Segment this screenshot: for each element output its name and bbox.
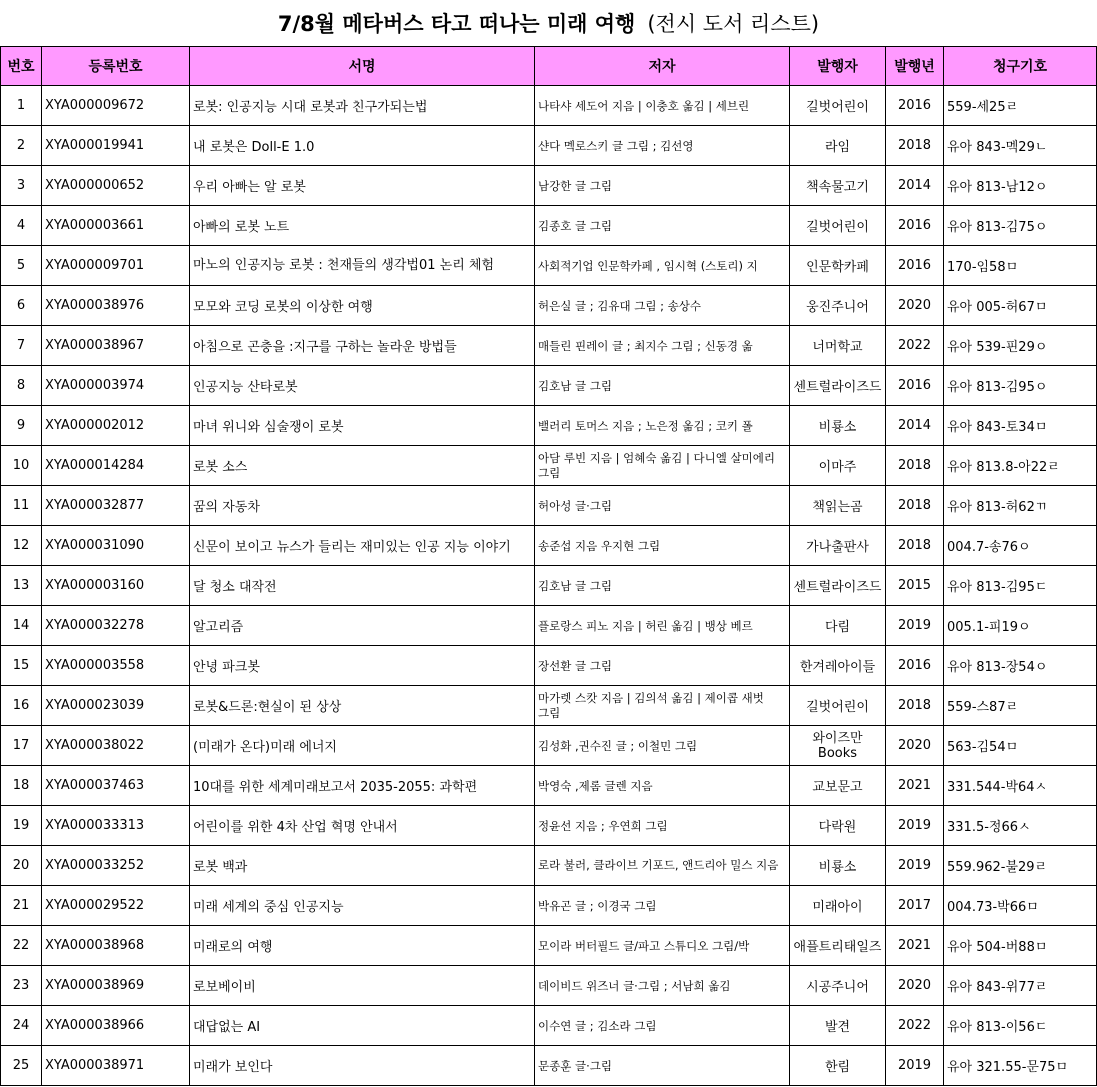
- cell-call-number: 유아 813-김95ㄷ: [944, 566, 1097, 606]
- cell-call-number: 563-김54ㅁ: [944, 726, 1097, 766]
- cell-author: 김성화 ,권수진 글 ; 이철민 그림: [535, 726, 790, 766]
- cell-author: 밸러리 토머스 지음 ; 노은정 옮김 ; 코키 폴: [535, 406, 790, 446]
- cell-author: 이수연 글 ; 김소라 그림: [535, 1006, 790, 1046]
- cell-registration: XYA000038967: [42, 326, 190, 366]
- cell-number: 3: [1, 166, 42, 206]
- cell-year: 2016: [886, 366, 944, 406]
- cell-author: 김종호 글 그림: [535, 206, 790, 246]
- cell-call-number: 유아 843-토34ㅁ: [944, 406, 1097, 446]
- cell-publisher: 책읽는곰: [790, 486, 886, 526]
- cell-title: 달 청소 대작전: [190, 566, 535, 606]
- cell-registration: XYA000032278: [42, 606, 190, 646]
- cell-author: 모이라 버터필드 글/파고 스튜디오 그림/박: [535, 926, 790, 966]
- cell-registration: XYA000032877: [42, 486, 190, 526]
- cell-year: 2021: [886, 926, 944, 966]
- cell-call-number: 유아 321.55-문75ㅁ: [944, 1046, 1097, 1086]
- cell-author: 매들린 핀레이 글 ; 최지수 그림 ; 신동경 옮: [535, 326, 790, 366]
- cell-call-number: 004.73-박66ㅁ: [944, 886, 1097, 926]
- cell-author: 남강한 글 그림: [535, 166, 790, 206]
- cell-registration: XYA000029522: [42, 886, 190, 926]
- cell-number: 12: [1, 526, 42, 566]
- cell-year: 2020: [886, 726, 944, 766]
- cell-number: 25: [1, 1046, 42, 1086]
- cell-title: 10대를 위한 세계미래보고서 2035-2055: 과학편: [190, 766, 535, 806]
- cell-year: 2019: [886, 606, 944, 646]
- cell-number: 24: [1, 1006, 42, 1046]
- cell-call-number: 170-임58ㅁ: [944, 246, 1097, 286]
- cell-number: 16: [1, 686, 42, 726]
- table-row: [1, 366, 1097, 406]
- cell-call-number: 331.5-정66ㅅ: [944, 806, 1097, 846]
- table-row: [1, 206, 1097, 246]
- table-row: [1, 1046, 1097, 1086]
- table-body: [1, 86, 1097, 1086]
- cell-year: 2018: [886, 486, 944, 526]
- header-row: [1, 47, 1097, 86]
- table-row: [1, 766, 1097, 806]
- cell-title: 대답없는 AI: [190, 1006, 535, 1046]
- cell-year: 2020: [886, 286, 944, 326]
- cell-year: 2018: [886, 686, 944, 726]
- table-row: [1, 566, 1097, 606]
- cell-author: 장선환 글 그림: [535, 646, 790, 686]
- cell-publisher: 이마주: [790, 446, 886, 486]
- col-header-year: 발행년: [886, 47, 944, 86]
- cell-registration: XYA000009701: [42, 246, 190, 286]
- cell-title: 모모와 코딩 로봇의 이상한 여행: [190, 286, 535, 326]
- col-header-author: 저자: [535, 47, 790, 86]
- table-row: [1, 966, 1097, 1006]
- cell-number: 18: [1, 766, 42, 806]
- cell-author: 김호남 글 그림: [535, 366, 790, 406]
- cell-publisher: 웅진주니어: [790, 286, 886, 326]
- table-row: [1, 726, 1097, 766]
- cell-author: 샨다 멕로스키 글 그림 ; 김선영: [535, 126, 790, 166]
- cell-publisher: 다림: [790, 606, 886, 646]
- cell-publisher: 시공주니어: [790, 966, 886, 1006]
- table-row: [1, 86, 1097, 126]
- cell-year: 2022: [886, 1006, 944, 1046]
- cell-title: 로봇 소스: [190, 446, 535, 486]
- cell-call-number: 559-스87ㄹ: [944, 686, 1097, 726]
- cell-registration: XYA000033313: [42, 806, 190, 846]
- cell-author: 송준섭 지음 우지현 그림: [535, 526, 790, 566]
- table-row: [1, 326, 1097, 366]
- cell-registration: XYA000038976: [42, 286, 190, 326]
- cell-title: 아침으로 곤충을 :지구를 구하는 놀라운 방법들: [190, 326, 535, 366]
- cell-author: 허아성 글·그림: [535, 486, 790, 526]
- table-row: [1, 646, 1097, 686]
- cell-number: 21: [1, 886, 42, 926]
- title-subtitle: (전시 도서 리스트): [647, 12, 820, 36]
- cell-year: 2018: [886, 526, 944, 566]
- table-row: [1, 886, 1097, 926]
- cell-number: 14: [1, 606, 42, 646]
- cell-publisher: 길벗어린이: [790, 686, 886, 726]
- table-row: [1, 606, 1097, 646]
- cell-author: 박유곤 글 ; 이경국 그림: [535, 886, 790, 926]
- cell-author: 사회적기업 인문학카페 , 임시혁 (스토리) 지: [535, 246, 790, 286]
- table-row: [1, 126, 1097, 166]
- cell-registration: XYA000002012: [42, 406, 190, 446]
- cell-call-number: 005.1-피19ㅇ: [944, 606, 1097, 646]
- title-main: 7/8월 메타버스 타고 떠나는 미래 여행: [277, 12, 636, 36]
- page-title: [0, 0, 1097, 46]
- table-row: [1, 246, 1097, 286]
- cell-year: 2017: [886, 886, 944, 926]
- cell-registration: XYA000003974: [42, 366, 190, 406]
- cell-number: 6: [1, 286, 42, 326]
- cell-call-number: 유아 843-위77ㄹ: [944, 966, 1097, 1006]
- cell-call-number: 유아 813-장54ㅇ: [944, 646, 1097, 686]
- cell-call-number: 유아 813.8-아22ㄹ: [944, 446, 1097, 486]
- cell-title: 로보베이비: [190, 966, 535, 1006]
- cell-number: 11: [1, 486, 42, 526]
- cell-number: 8: [1, 366, 42, 406]
- cell-title: 아빠의 로봇 노트: [190, 206, 535, 246]
- cell-year: 2016: [886, 86, 944, 126]
- cell-publisher: 비룡소: [790, 846, 886, 886]
- cell-number: 19: [1, 806, 42, 846]
- cell-registration: XYA000000652: [42, 166, 190, 206]
- cell-title: 로봇&드론:현실이 된 상상: [190, 686, 535, 726]
- cell-registration: XYA000038968: [42, 926, 190, 966]
- cell-registration: XYA000014284: [42, 446, 190, 486]
- cell-year: 2016: [886, 206, 944, 246]
- cell-author: 마가렛 스캇 지음 | 김의석 옮김 | 제이콥 새벗 그림: [535, 686, 790, 726]
- cell-registration: XYA000003558: [42, 646, 190, 686]
- cell-year: 2014: [886, 406, 944, 446]
- cell-year: 2016: [886, 646, 944, 686]
- cell-publisher: 라임: [790, 126, 886, 166]
- cell-call-number: 유아 813-허62ㄲ: [944, 486, 1097, 526]
- cell-publisher: 한겨레아이들: [790, 646, 886, 686]
- cell-author: 문종훈 글·그림: [535, 1046, 790, 1086]
- table-row: [1, 686, 1097, 726]
- cell-call-number: 유아 843-멕29ㄴ: [944, 126, 1097, 166]
- cell-registration: XYA000038966: [42, 1006, 190, 1046]
- cell-publisher: 한림: [790, 1046, 886, 1086]
- col-header-call-number: 청구기호: [944, 47, 1097, 86]
- cell-registration: XYA000031090: [42, 526, 190, 566]
- table-row: [1, 446, 1097, 486]
- cell-title: 어린이를 위한 4차 산업 혁명 안내서: [190, 806, 535, 846]
- table-row: [1, 486, 1097, 526]
- cell-title: 안녕 파크봇: [190, 646, 535, 686]
- cell-registration: XYA000033252: [42, 846, 190, 886]
- cell-number: 23: [1, 966, 42, 1006]
- table-row: [1, 406, 1097, 446]
- cell-number: 5: [1, 246, 42, 286]
- cell-number: 13: [1, 566, 42, 606]
- cell-year: 2019: [886, 846, 944, 886]
- cell-registration: XYA000003160: [42, 566, 190, 606]
- cell-publisher: 길벗어린이: [790, 86, 886, 126]
- cell-publisher: 다락원: [790, 806, 886, 846]
- cell-publisher: 교보문고: [790, 766, 886, 806]
- cell-publisher: 가나출판사: [790, 526, 886, 566]
- cell-call-number: 유아 813-이56ㄷ: [944, 1006, 1097, 1046]
- cell-author: 박영숙 ,제롬 글렌 지음: [535, 766, 790, 806]
- cell-registration: XYA000019941: [42, 126, 190, 166]
- col-header-publisher: 발행자: [790, 47, 886, 86]
- cell-call-number: 유아 813-김95ㅇ: [944, 366, 1097, 406]
- cell-publisher: 미래아이: [790, 886, 886, 926]
- cell-number: 2: [1, 126, 42, 166]
- cell-number: 20: [1, 846, 42, 886]
- cell-call-number: 559.962-불29ㄹ: [944, 846, 1097, 886]
- cell-author: 김호남 글 그림: [535, 566, 790, 606]
- cell-year: 2016: [886, 246, 944, 286]
- cell-number: 4: [1, 206, 42, 246]
- col-header-title: 서명: [190, 47, 535, 86]
- cell-year: 2019: [886, 1046, 944, 1086]
- cell-author: 데이비드 위즈너 글·그림 ; 서남희 옮김: [535, 966, 790, 1006]
- cell-call-number: 559-세25ㄹ: [944, 86, 1097, 126]
- cell-publisher: 센트럴라이즈드: [790, 366, 886, 406]
- cell-publisher: 센트럴라이즈드: [790, 566, 886, 606]
- cell-call-number: 유아 005-허67ㅁ: [944, 286, 1097, 326]
- cell-call-number: 004.7-송76ㅇ: [944, 526, 1097, 566]
- table-row: [1, 926, 1097, 966]
- col-header-number: 번호: [1, 47, 42, 86]
- cell-publisher: 길벗어린이: [790, 206, 886, 246]
- cell-publisher: 애플트리태일즈: [790, 926, 886, 966]
- cell-author: 정윤선 지음 ; 우연희 그림: [535, 806, 790, 846]
- table-row: [1, 526, 1097, 566]
- cell-call-number: 유아 813-남12ㅇ: [944, 166, 1097, 206]
- cell-title: 마녀 위니와 심술쟁이 로봇: [190, 406, 535, 446]
- cell-publisher: 책속물고기: [790, 166, 886, 206]
- cell-title: 로봇 백과: [190, 846, 535, 886]
- cell-call-number: 유아 504-버88ㅁ: [944, 926, 1097, 966]
- table-row: [1, 286, 1097, 326]
- cell-year: 2014: [886, 166, 944, 206]
- cell-year: 2015: [886, 566, 944, 606]
- cell-number: 10: [1, 446, 42, 486]
- cell-title: 내 로봇은 Doll-E 1.0: [190, 126, 535, 166]
- cell-number: 9: [1, 406, 42, 446]
- cell-author: 로라 불러, 클라이브 기포드, 앤드리아 밀스 지음: [535, 846, 790, 886]
- table-row: [1, 1006, 1097, 1046]
- table-row: [1, 166, 1097, 206]
- cell-year: 2018: [886, 126, 944, 166]
- cell-title: 인공지능 산타로봇: [190, 366, 535, 406]
- cell-registration: XYA000038969: [42, 966, 190, 1006]
- cell-number: 7: [1, 326, 42, 366]
- table-row: [1, 846, 1097, 886]
- cell-author: 플로랑스 피노 지음 | 허린 옮김 | 뱅상 베르: [535, 606, 790, 646]
- col-header-registration: 등록번호: [42, 47, 190, 86]
- cell-title: 미래가 보인다: [190, 1046, 535, 1086]
- cell-registration: XYA000009672: [42, 86, 190, 126]
- cell-publisher: 너머학교: [790, 326, 886, 366]
- cell-year: 2022: [886, 326, 944, 366]
- cell-author: 허은실 글 ; 김유대 그림 ; 송상수: [535, 286, 790, 326]
- cell-title: 미래로의 여행: [190, 926, 535, 966]
- cell-title: 신문이 보이고 뉴스가 들리는 재미있는 인공 지능 이야기: [190, 526, 535, 566]
- cell-registration: XYA000038971: [42, 1046, 190, 1086]
- cell-title: 꿈의 자동차: [190, 486, 535, 526]
- cell-author: 나타샤 세도어 지음 | 이충호 옮김 | 세브린: [535, 86, 790, 126]
- cell-title: 미래 세계의 중심 인공지능: [190, 886, 535, 926]
- cell-registration: XYA000003661: [42, 206, 190, 246]
- cell-year: 2021: [886, 766, 944, 806]
- cell-registration: XYA000037463: [42, 766, 190, 806]
- table-row: [1, 806, 1097, 846]
- cell-year: 2019: [886, 806, 944, 846]
- cell-year: 2018: [886, 446, 944, 486]
- cell-title: 로봇: 인공지능 시대 로봇과 친구가되는법: [190, 86, 535, 126]
- cell-publisher: 인문학카페: [790, 246, 886, 286]
- cell-number: 1: [1, 86, 42, 126]
- book-list-table: [0, 46, 1097, 1086]
- cell-number: 15: [1, 646, 42, 686]
- cell-call-number: 유아 539-핀29ㅇ: [944, 326, 1097, 366]
- cell-registration: XYA000023039: [42, 686, 190, 726]
- cell-number: 22: [1, 926, 42, 966]
- cell-year: 2020: [886, 966, 944, 1006]
- cell-registration: XYA000038022: [42, 726, 190, 766]
- cell-call-number: 331.544-박64ㅅ: [944, 766, 1097, 806]
- cell-title: 알고리즘: [190, 606, 535, 646]
- cell-publisher: 발견: [790, 1006, 886, 1046]
- cell-title: 마노의 인공지능 로봇 : 천재들의 생각법01 논리 체험: [190, 246, 535, 286]
- cell-author: 아담 루빈 지음 | 엄혜숙 옮김 | 다니엘 살미에리 그림: [535, 446, 790, 486]
- cell-publisher: 비룡소: [790, 406, 886, 446]
- cell-publisher: 와이즈만 Books: [790, 726, 886, 766]
- cell-call-number: 유아 813-김75ㅇ: [944, 206, 1097, 246]
- cell-number: 17: [1, 726, 42, 766]
- cell-title: (미래가 온다)미래 에너지: [190, 726, 535, 766]
- cell-title: 우리 아빠는 알 로봇: [190, 166, 535, 206]
